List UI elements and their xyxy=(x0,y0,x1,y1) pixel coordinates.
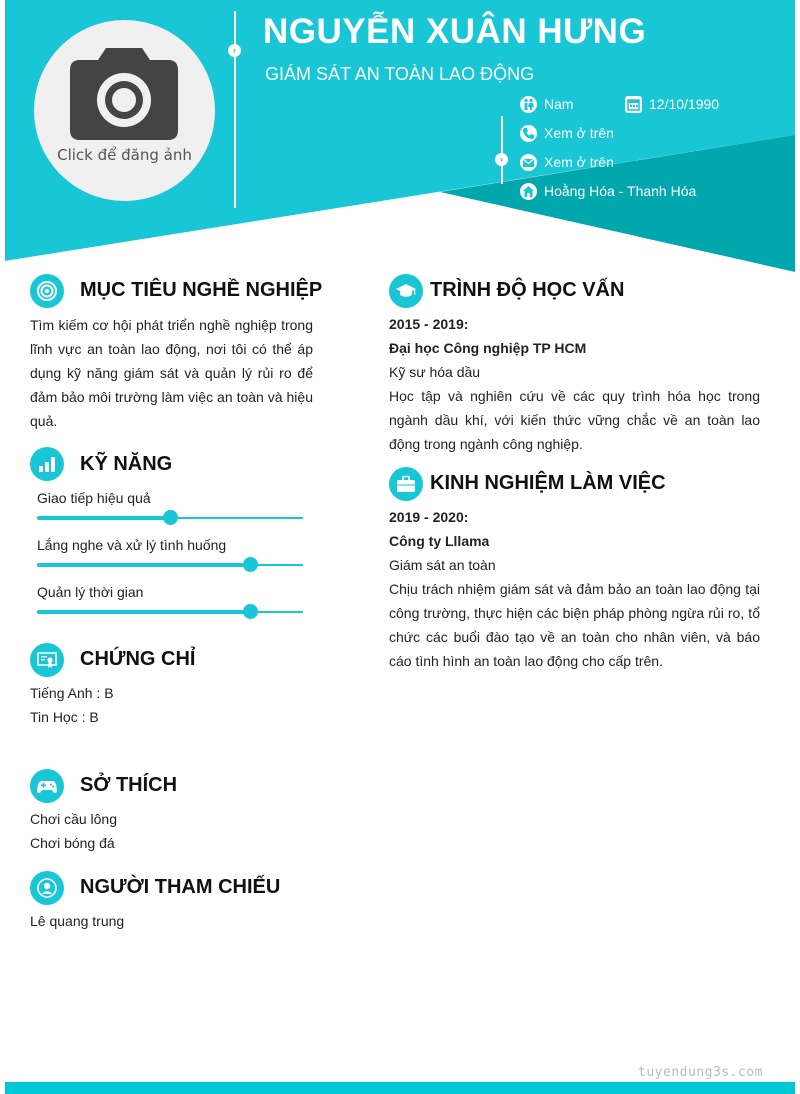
target-icon xyxy=(30,274,64,308)
gamepad-icon xyxy=(30,769,64,803)
camera-icon xyxy=(70,46,178,140)
gender-value: Nam xyxy=(544,96,574,112)
chevron-right-icon: › xyxy=(228,44,241,57)
profile-photo-upload[interactable] xyxy=(34,20,215,201)
gender-icon xyxy=(520,96,537,113)
experience-heading: KINH NGHIỆM LÀM VIỆC xyxy=(430,472,666,494)
photo-upload-label: Click để đăng ảnh xyxy=(57,146,192,164)
objective-text: Tìm kiếm cơ hội phát triển nghề nghiệp trong lĩnh vực an toàn lao động, nơi tôi có thể áp dụng kỹ năng giám sát và quản lý rủi ro để đảm bảo môi trường làm việc an toàn và hiệu quả. xyxy=(30,317,313,429)
phone-value[interactable]: Xem ở trên xyxy=(544,125,614,141)
reference-item: Lê quang trung xyxy=(30,913,125,929)
education-heading: TRÌNH ĐỘ HỌC VẤN xyxy=(430,279,625,301)
graduation-cap-icon xyxy=(389,274,423,308)
email-info xyxy=(520,153,614,172)
gender-info xyxy=(520,95,574,114)
experience-period: 2019 - 2020: xyxy=(389,509,469,525)
objective-heading: MỤC TIÊU NGHỀ NGHIỆP xyxy=(80,279,323,301)
hobbies-heading: SỞ THÍCH xyxy=(80,774,178,796)
education-major: Kỹ sư hóa dầu xyxy=(389,364,481,380)
candidate-name: NGUYỄN XUÂN HƯNG xyxy=(263,12,647,51)
experience-description: Chịu trách nhiệm giám sát và đảm bảo an toàn lao động tại công trường, thực hiện các biện pháp phòng ngừa rủi ro, tổ chức các buổi đào tạo về an toàn cho nhân viên, và báo cáo tình hình an toàn lao động cho cấp trên. xyxy=(389,581,760,669)
user-icon xyxy=(30,871,64,905)
candidate-title: GIÁM SÁT AN TOÀN LAO ĐỘNG xyxy=(265,64,535,84)
skill-slider-fill xyxy=(37,516,170,520)
certificates-heading: CHỨNG CHỈ xyxy=(80,648,196,670)
skill-slider-handle[interactable] xyxy=(163,510,178,525)
education-period: 2015 - 2019: xyxy=(389,316,469,332)
home-icon xyxy=(520,183,537,200)
skill-label: Giao tiếp hiệu quả xyxy=(37,490,151,506)
experience-company: Công ty Lllama xyxy=(389,533,490,549)
briefcase-icon xyxy=(389,467,423,501)
dob-info xyxy=(625,95,719,114)
experience-position: Giám sát an toàn xyxy=(389,557,496,573)
contact-divider-line xyxy=(501,116,503,184)
chevron-right-icon: › xyxy=(495,153,508,166)
footer-bar xyxy=(5,1082,795,1094)
bar-chart-icon xyxy=(30,447,64,481)
skill-slider-fill xyxy=(37,610,250,614)
watermark: tuyendung3s.com xyxy=(638,1065,763,1080)
skill-slider-fill xyxy=(37,563,250,567)
skill-label: Lắng nghe và xử lý tình huống xyxy=(37,537,227,553)
calendar-icon xyxy=(625,96,642,113)
certificate-icon xyxy=(30,643,64,677)
education-description: Học tập và nghiên cứu về các quy trình hóa học trong ngành dầu khí, với kiến thức vững chắc về an toàn lao động trong ngành công nghiệp. xyxy=(389,388,760,452)
skills-heading: KỸ NĂNG xyxy=(80,453,173,475)
phone-info xyxy=(520,124,614,143)
certificate-item: Tiếng Anh : B xyxy=(30,685,114,701)
header-divider-line xyxy=(234,11,236,208)
hobby-item: Chơi cầu lông xyxy=(30,811,118,827)
hobby-item: Chơi bóng đá xyxy=(30,835,115,851)
dob-value: 12/10/1990 xyxy=(649,96,720,112)
address-value: Hoằng Hóa - Thanh Hóa xyxy=(544,183,697,199)
skill-slider-handle[interactable] xyxy=(243,604,258,619)
skill-label: Quản lý thời gian xyxy=(37,584,144,600)
address-info xyxy=(520,182,696,201)
certificate-item: Tin Học : B xyxy=(30,709,99,725)
email-value[interactable]: Xem ở trên xyxy=(544,154,614,170)
email-icon xyxy=(520,154,537,171)
skill-slider-handle[interactable] xyxy=(243,557,258,572)
phone-icon xyxy=(520,125,537,142)
references-heading: NGƯỜI THAM CHIẾU xyxy=(80,876,281,898)
education-school: Đại học Công nghiệp TP HCM xyxy=(389,340,587,356)
